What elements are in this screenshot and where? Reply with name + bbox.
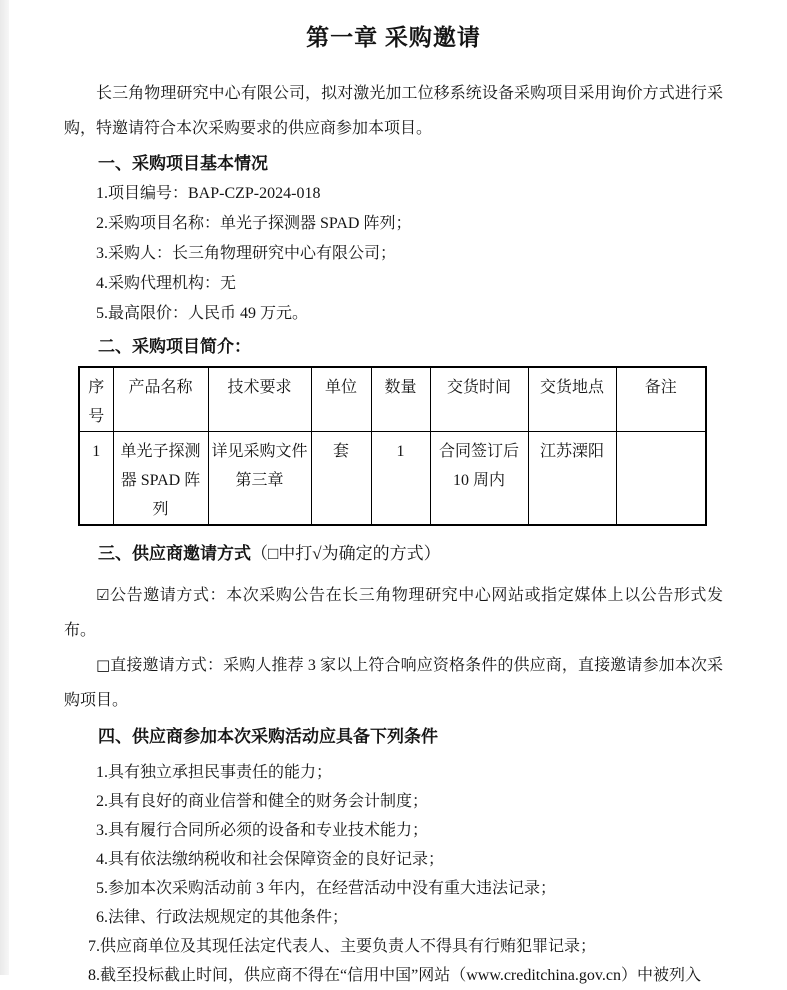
table-cell-remark — [616, 432, 706, 526]
basic-item-agency: 4.采购代理机构：无 — [96, 275, 237, 292]
table-header-index: 序号 — [79, 367, 113, 432]
invitation-option-direct — [64, 648, 723, 718]
condition-item-2: 2.具有良好的商业信誉和健全的财务会计制度； — [96, 793, 429, 810]
basic-item-project-name: 2.采购项目名称：单光子探测器 SPAD 阵列； — [96, 215, 412, 232]
basic-item-project-number: 1.项目编号：BAP-CZP-2024-018 — [96, 185, 321, 202]
table-cell-unit: 套 — [311, 432, 371, 526]
invitation-option-announcement — [64, 578, 723, 648]
condition-item-1: 1.具有独立承担民事责任的能力； — [96, 764, 333, 781]
basic-item-price-limit: 5.最高限价：人民币 49 万元。 — [96, 305, 309, 322]
table-header-quantity: 数量 — [371, 367, 430, 432]
unchecked-checkbox-icon: □ — [96, 656, 111, 674]
table-header-tech-requirements: 技术要求 — [208, 367, 311, 432]
invitation-heading-note: （□中打√为确定的方式） — [251, 544, 441, 563]
table-header-unit: 单位 — [311, 367, 371, 432]
section-heading-supplier-conditions: 四、供应商参加本次采购活动应具备下列条件 — [98, 727, 438, 746]
condition-item-8: 8.截至投标截止时间，供应商不得在“信用中国”网站（www.creditchina.gov.cn）中被列入 — [88, 967, 701, 984]
table-header-product-name: 产品名称 — [113, 367, 208, 432]
table-cell-index: 1 — [79, 432, 113, 526]
products-table — [78, 366, 707, 526]
table-header-remark: 备注 — [616, 367, 706, 432]
section-heading-basic-info: 一、采购项目基本情况 — [98, 154, 268, 173]
invitation-option-direct-text: 直接邀请方式：采购人推荐 3 家以上符合响应资格条件的供应商，直接邀请参加本次采购项目。 — [64, 657, 723, 709]
checked-checkbox-icon: ☑ — [96, 586, 110, 604]
table-cell-quantity: 1 — [371, 432, 430, 526]
table-cell-delivery-time: 合同签订后 10 周内 — [430, 432, 528, 526]
basic-item-purchaser: 3.采购人：长三角物理研究中心有限公司； — [96, 245, 397, 262]
invitation-heading-text: 三、供应商邀请方式 — [98, 544, 251, 563]
section-heading-project-overview: 二、采购项目简介： — [98, 337, 251, 356]
table-row — [79, 432, 706, 526]
table-cell-product-name: 单光子探测器 SPAD 阵列 — [113, 432, 208, 526]
table-cell-tech-requirements: 详见采购文件第三章 — [208, 432, 311, 526]
table-cell-delivery-place: 江苏溧阳 — [528, 432, 616, 526]
table-header-delivery-place: 交货地点 — [528, 367, 616, 432]
intro-paragraph: 长三角物理研究中心有限公司，拟对激光加工位移系统设备采购项目采用询价方式进行采购，特邀请符合本次采购要求的供应商参加本项目。 — [64, 85, 723, 137]
condition-item-7: 7.供应商单位及其现任法定代表人、主要负责人不得具有行贿犯罪记录； — [88, 938, 597, 955]
section-heading-invitation-method — [64, 539, 723, 569]
table-header-row — [79, 367, 706, 432]
condition-item-6: 6.法律、行政法规规定的其他条件； — [96, 909, 349, 926]
page-title: 第一章 采购邀请 — [306, 25, 481, 50]
condition-item-5: 5.参加本次采购活动前 3 年内，在经营活动中没有重大违法记录； — [96, 880, 557, 897]
invitation-option-announcement-text: 公告邀请方式：本次采购公告在长三角物理研究中心网站或指定媒体上以公告形式发布。 — [64, 587, 723, 639]
condition-item-3: 3.具有履行合同所必须的设备和专业技术能力； — [96, 822, 429, 839]
table-header-delivery-time: 交货时间 — [430, 367, 528, 432]
condition-item-4: 4.具有依法缴纳税收和社会保障资金的良好记录； — [96, 851, 445, 868]
